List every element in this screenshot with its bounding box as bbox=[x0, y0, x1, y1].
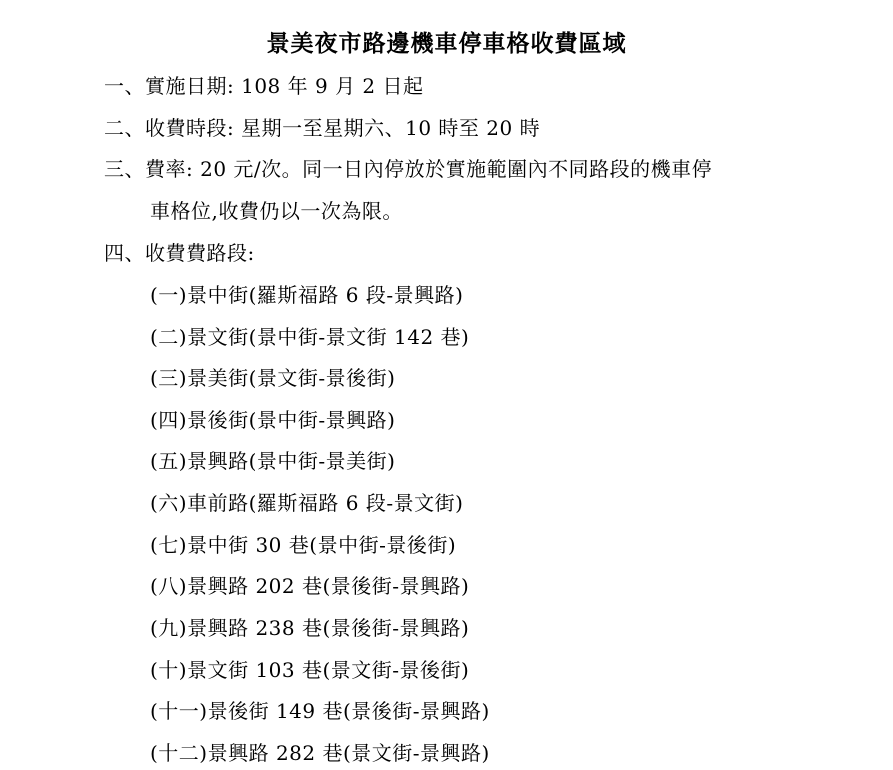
item-value: 108 年 9 月 2 日起 bbox=[234, 74, 424, 98]
item-implementation-date bbox=[104, 71, 424, 101]
segment-item: (二)景文街(景中街-景文街 142 巷) bbox=[150, 325, 470, 349]
item-value: 車格位,收費仍以一次為限。 bbox=[150, 199, 403, 223]
segment-item: (十二)景興路 282 巷(景文街-景興路) bbox=[150, 741, 490, 765]
segment-item: (四)景後街(景中街-景興路) bbox=[150, 408, 396, 432]
segment-item: (六)車前路(羅斯福路 6 段-景文街) bbox=[150, 491, 464, 515]
document-title: 景美夜市路邊機車停車格收費區域 bbox=[266, 30, 627, 57]
item-label: 三、費率: bbox=[104, 157, 194, 181]
segment-item: (九)景興路 238 巷(景後街-景興路) bbox=[150, 616, 470, 640]
item-charging-segments-heading bbox=[104, 238, 255, 268]
segment-item: (十)景文街 103 巷(景文街-景後街) bbox=[150, 658, 470, 682]
item-charging-hours bbox=[104, 113, 540, 143]
segment-item: (三)景美街(景文街-景後街) bbox=[150, 366, 396, 390]
item-label: 一、實施日期: bbox=[104, 74, 235, 98]
item-rate bbox=[104, 154, 712, 184]
segment-item: (十一)景後街 149 巷(景後街-景興路) bbox=[150, 699, 490, 723]
segment-item: (八)景興路 202 巷(景後街-景興路) bbox=[150, 574, 470, 598]
segment-item: (七)景中街 30 巷(景中街-景後街) bbox=[150, 533, 457, 557]
item-value: 星期一至星期六、10 時至 20 時 bbox=[234, 116, 541, 140]
item-label: 二、收費時段: bbox=[104, 116, 235, 140]
segment-item: (一)景中街(羅斯福路 6 段-景興路) bbox=[150, 283, 464, 307]
item-label: 四、收費費路段: bbox=[104, 241, 255, 265]
item-rate-continuation bbox=[150, 196, 403, 226]
item-value: 20 元/次。同一日內停放於實施範圍內不同路段的機車停 bbox=[193, 157, 713, 181]
segment-item: (五)景興路(景中街-景美街) bbox=[150, 449, 396, 473]
